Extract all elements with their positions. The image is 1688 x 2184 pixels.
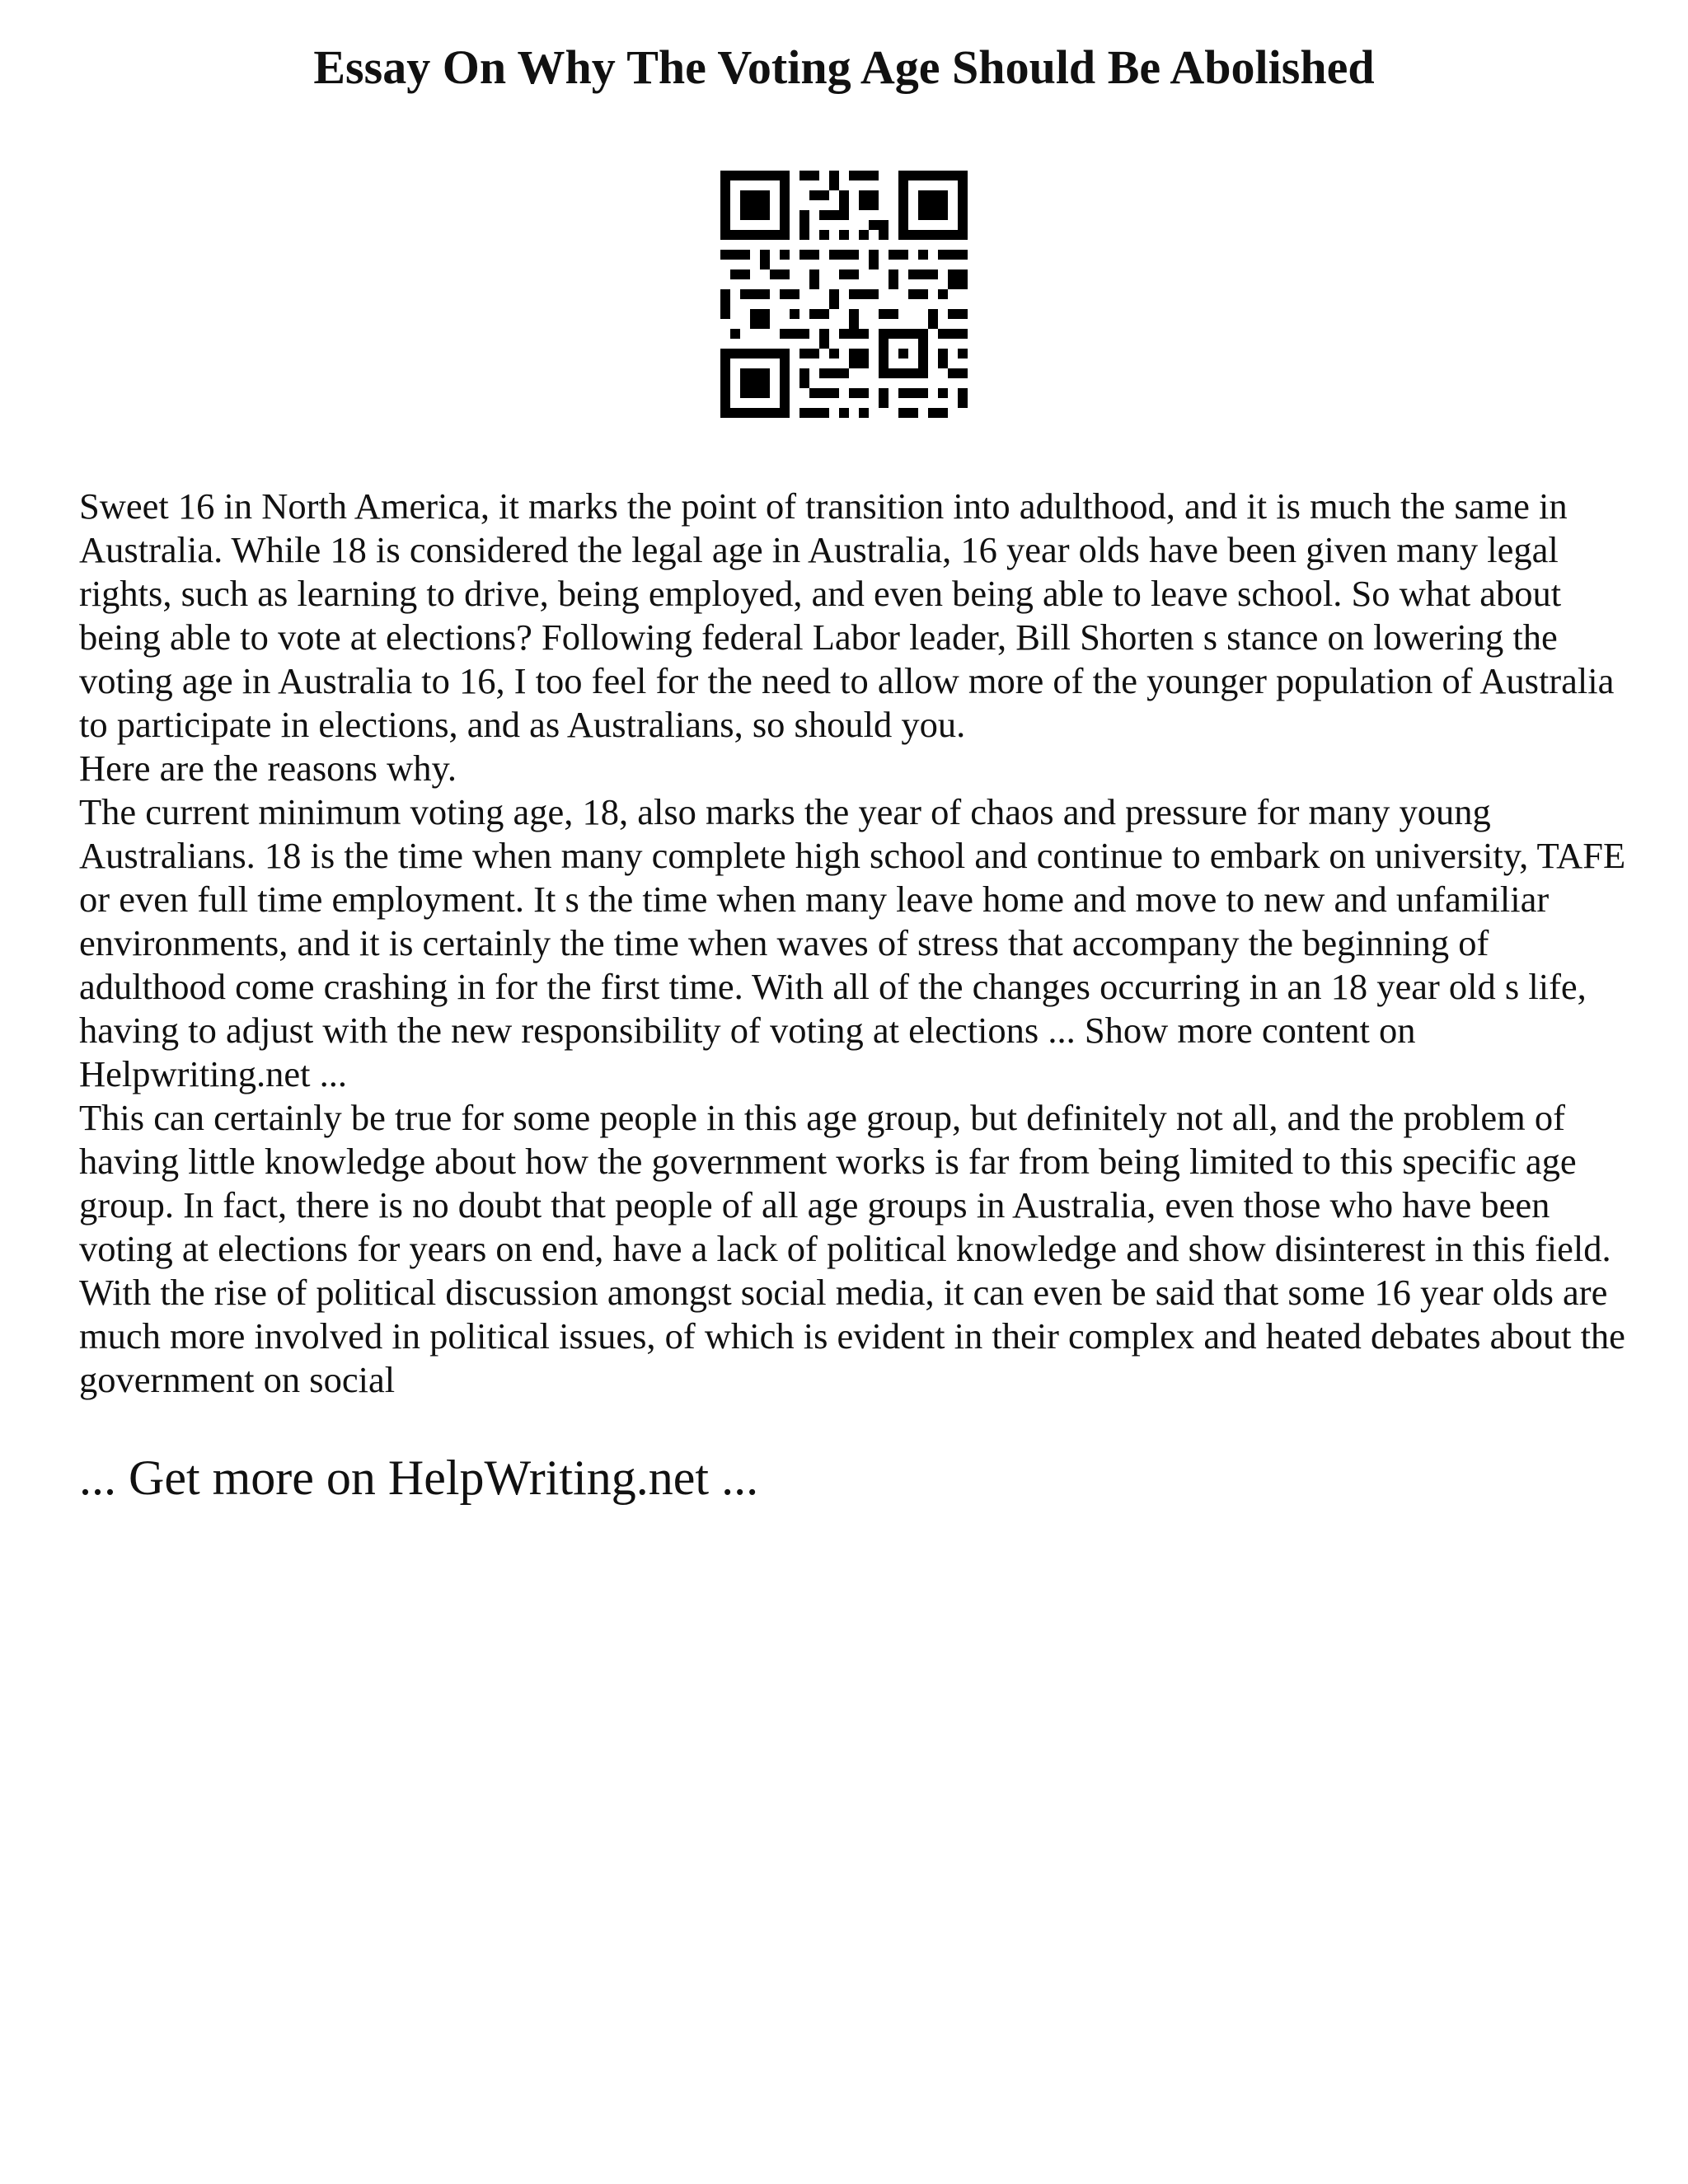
paragraph-intro: Sweet 16 in North America, it marks the point of transition into adulthood, and it is much the same in Australia. While 18 is considered the legal age in Australia, 16 year olds have been given many legal rights, such as learning to drive, being employed, and even being able to leave school. So what about being able to vote at elections? Following federal Labor leader, Bill Shorten s stance on lowering the voting age in Australia to 16, I too feel for the need to allow more of the younger population of Australia to participate in elections, and as Australians, so should you.: [79, 485, 1615, 745]
paragraph-knowledge: This can certainly be true for some people in this age group, but definitely not all, and the problem of having little knowledge about how the government works is far from being limited to this specific age group. In fact, there is no doubt that people of all age groups in Australia, even those who have been voting at elections for years on end, have a lack of political knowledge and show disinterest in this field. With the rise of political discussion amongst social media, it can even be said that some 16 year olds are much more involved in political issues, of which is evident in their complex and heated debates about the government on social: [79, 1097, 1625, 1400]
get-more-link[interactable]: ... Get more on HelpWriting.net ...: [79, 1451, 759, 1505]
essay-body: [79, 485, 1629, 1402]
page-title: Essay On Why The Voting Age Should Be Abolished: [313, 40, 1375, 94]
paragraph-current-age: The current minimum voting age, 18, also marks the year of chaos and pressure for many young Australians. 18 is the time when many complete high school and continue to embark on university, TAFE or even full time employment. It s the time when many leave home and move to new and unfamiliar environments, and it is certainly the time when waves of stress that accompany the beginning of adulthood come crashing in for the first time. With all of the changes occurring in an 18 year old s life, having to adjust with the new responsibility of voting at elections ... Show more content on Helpwriting.net ...: [79, 791, 1626, 1094]
paragraph-reasons: Here are the reasons why.: [79, 748, 457, 789]
qr-code-icon: [720, 171, 968, 418]
